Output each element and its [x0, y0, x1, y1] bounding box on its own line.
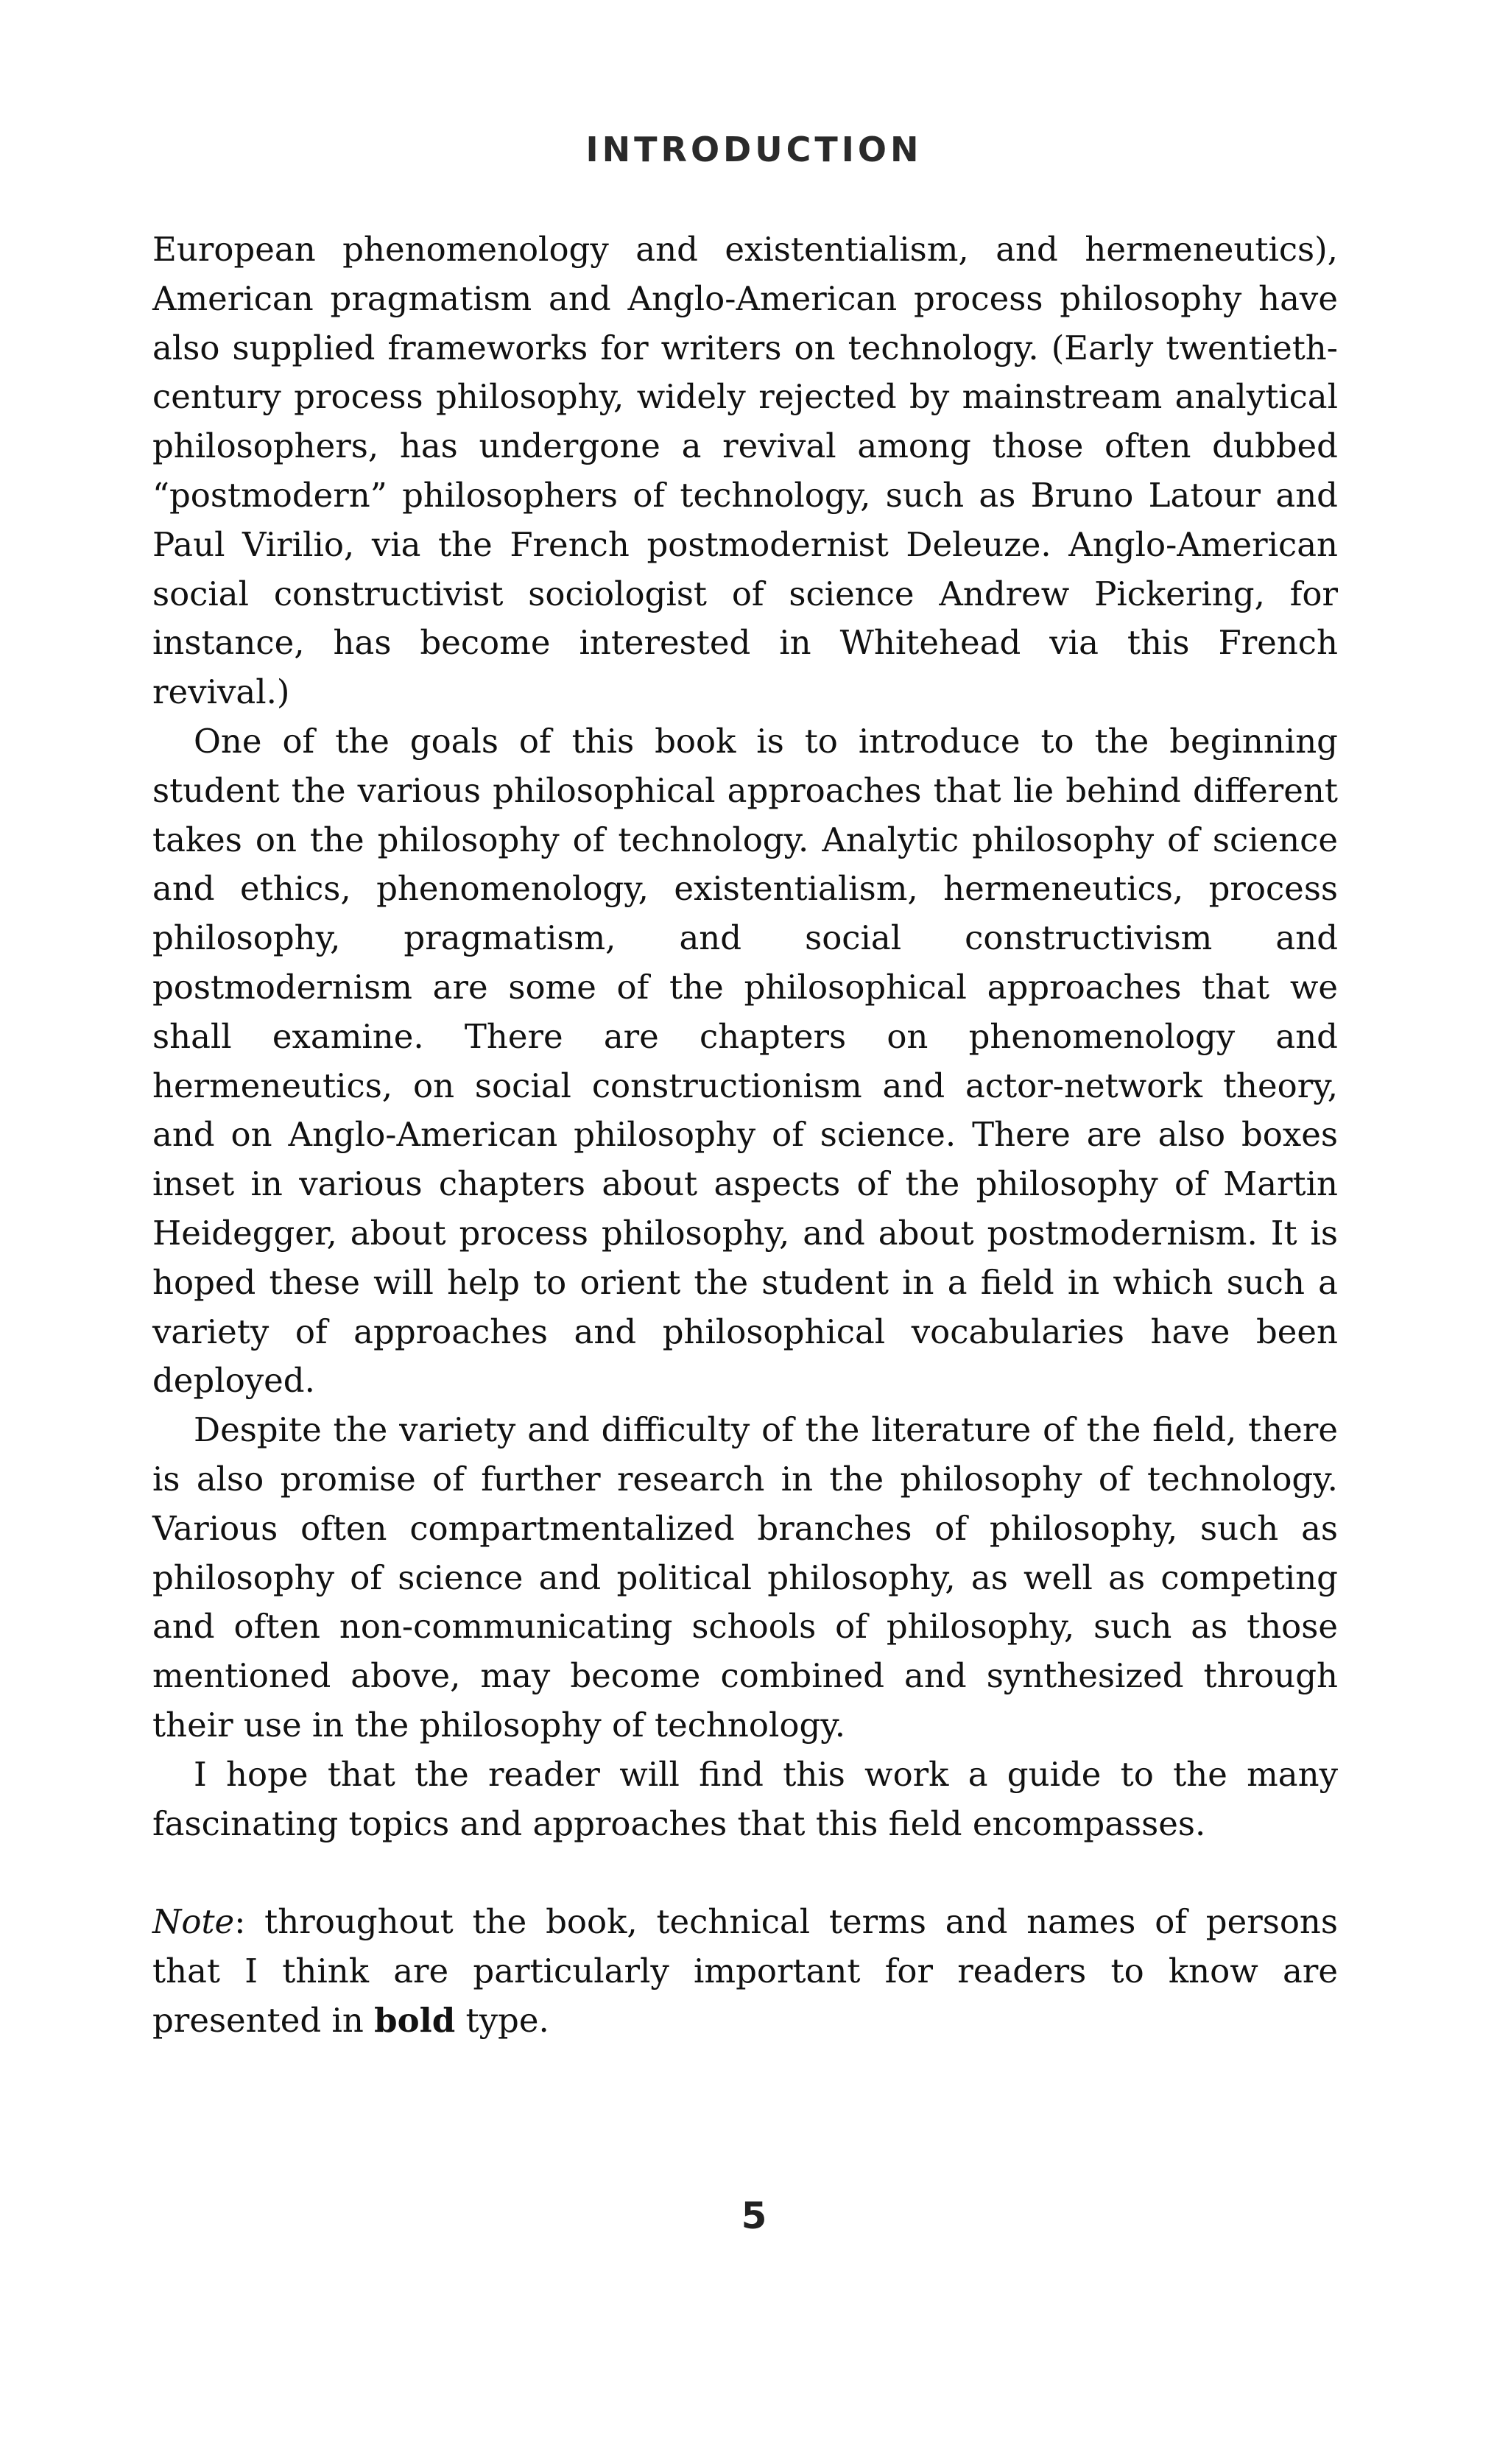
- paragraph-continuation: European phenomenology and existentialism, and hermeneutics), American pragmatism and Anglo-American process philosophy have also supplied frameworks for writers on technology. (Early twentieth-century process philosophy, widely rejected by mainstream analytical philosophers, has undergone a revival among those often dubbed “postmodern” philosophers of technology, such as Bruno Latour and Paul Virilio, via the French postmodernist Deleuze. Anglo-American social constructivist sociologist of science Andrew Pickering, for instance, has become interested in Whitehead via this French revival.): [152, 230, 1338, 712]
- note-paragraph: [152, 1898, 1338, 2045]
- body-text: [152, 225, 1338, 2045]
- note-text-after: type.: [455, 2000, 549, 2040]
- note-label: Note: [152, 1902, 235, 1942]
- paragraph-research: Despite the variety and difficulty of the literature of the field, there is also promise of further research in the philosophy of technology. Various often compartmentalized branches of philosophy, such as philosophy of science and political philosophy, as well as competing and often non-communicating schools of philosophy, such as those mentioned above, may become combined and synthesized through their use in the philosophy of technology.: [152, 1410, 1338, 1745]
- note-bold-word: bold: [374, 2000, 456, 2040]
- paragraph-hope: I hope that the reader will find this work a guide to the many fascinating topics and approaches that this field encompasses.: [152, 1754, 1338, 1843]
- running-head: INTRODUCTION: [585, 130, 923, 169]
- page-number: 5: [741, 2194, 767, 2237]
- paragraph-goals: One of the goals of this book is to introduce to the beginning student the various philosophical approaches that lie behind different takes on the philosophy of technology. Analytic philosophy of science and ethics, phenomenology, existentialism, hermeneutics, process philosophy, pragmatism, and social constructivism and postmodernism are some of the philosophical approaches that we shall examine. There are chapters on phenomenology and hermeneutics, on social constructionism and actor-network theory, and on Anglo-American philosophy of science. There are also boxes inset in various chapters about aspects of the philosophy of Martin Heidegger, about process philosophy, and about postmodernism. It is hoped these will help to orient the student in a field in which such a variety of approaches and philosophical vocabularies have been deployed.: [152, 721, 1338, 1401]
- note-text-before: : throughout the book, technical terms and names of persons that I think are particularly important for readers to know are presented in: [152, 1902, 1338, 2040]
